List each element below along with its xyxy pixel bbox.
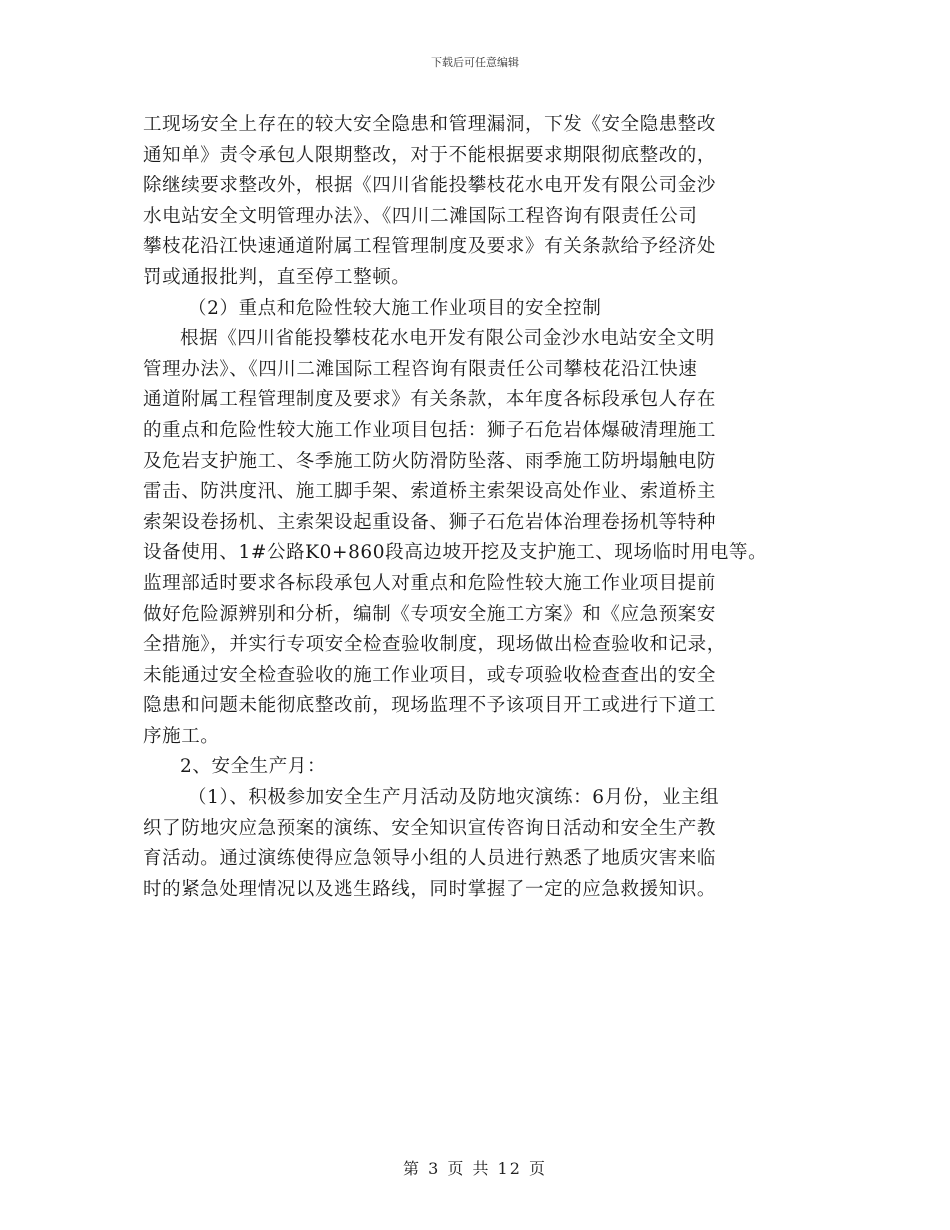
body-line: 未能通过安全检查验收的施工作业项目，或专项验收检查查出的安全 — [143, 664, 717, 686]
section-heading: （2）重点和危险性较大施工作业项目的安全控制 — [188, 297, 602, 319]
body-line: 织了防地灾应急预案的演练、安全知识宣传咨询日活动和安全生产教 — [143, 817, 717, 839]
body-line: 除继续要求整改外，根据《四川省能投攀枝花水电开发有限公司金沙 — [143, 175, 717, 197]
body-line: 水电站安全文明管理办法》、《四川二滩国际工程咨询有限责任公司 — [143, 205, 698, 227]
body-line: 管理办法》、《四川二滩国际工程咨询有限责任公司攀枝花沿江快速 — [143, 358, 698, 380]
body-line: 设备使用、1#公路K0+860段高边坡开挖及支护施工、现场临时用电等。 — [143, 542, 768, 564]
section-heading: 2、安全生产月： — [180, 756, 327, 778]
body-line: 根据《四川省能投攀枝花水电开发有限公司金沙水电站安全文明 — [180, 328, 715, 350]
body-line: 及危岩支护施工、冬季施工防火防滑防坠落、雨季施工防坍塌触电防 — [143, 450, 717, 472]
document-body — [143, 110, 823, 905]
page-header: 下载后可任意编辑 — [431, 56, 519, 69]
body-line: 攀枝花沿江快速通道附属工程管理制度及要求》有关条款给予经济处 — [143, 236, 717, 258]
body-line: 通道附属工程管理制度及要求》有关条款，本年度各标段承包人存在 — [143, 389, 717, 411]
body-line: 做好危险源辨别和分析，编制《专项安全施工方案》和《应急预案安 — [143, 603, 717, 625]
body-line: 工现场安全上存在的较大安全隐患和管理漏洞，下发《安全隐患整改 — [143, 114, 717, 135]
body-line: 索架设卷扬机、主索架设起重设备、狮子石危岩体治理卷扬机等特种 — [143, 511, 717, 533]
body-line: 育活动。通过演练使得应急领导小组的人员进行熟悉了地质灾害来临 — [143, 848, 717, 870]
body-line: （1）、积极参加安全生产月活动及防地灾演练：6月份，业主组 — [188, 787, 720, 809]
body-line: 的重点和危险性较大施工作业项目包括：狮子石危岩体爆破清理施工 — [143, 419, 717, 441]
body-line: 全措施》，并实行专项安全检查验收制度，现场做出检查验收和记录， — [143, 634, 726, 656]
body-line: 通知单》责令承包人限期整改，对于不能根据要求期限彻底整改的， — [143, 144, 717, 166]
body-line: 雷击、防洪度汛、施工脚手架、索道桥主索架设高处作业、索道桥主 — [143, 481, 717, 503]
page-number: 第 3 页 共 12 页 — [403, 1159, 547, 1178]
body-line: 罚或通报批判，直至停工整顿。 — [143, 266, 411, 288]
body-line: 隐患和问题未能彻底整改前，现场监理不予该项目开工或进行下道工 — [143, 695, 717, 717]
body-line: 时的紧急处理情况以及逃生路线，同时掌握了一定的应急救援知识。 — [143, 878, 717, 900]
body-line: 监理部适时要求各标段承包人对重点和危险性较大施工作业项目提前 — [143, 572, 717, 594]
body-line: 序施工。 — [143, 725, 220, 747]
